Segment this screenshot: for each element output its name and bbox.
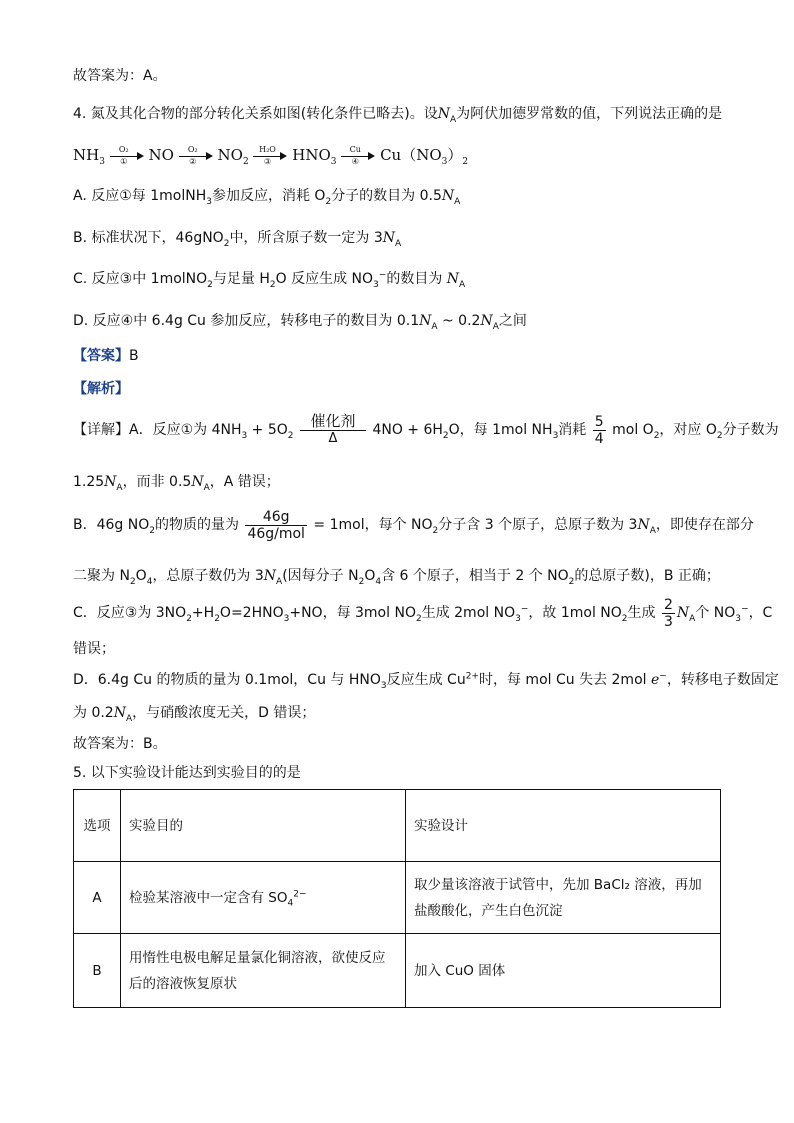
- fraction-2-3: $\frac{2}{3}$: [663, 596, 673, 630]
- q4-option-c: C. 反应③中 1molNO$_2$与足量 $H_2O$ 反应生成 $NO_3^-$的数目为 $N_A$: [73, 270, 466, 290]
- detail-d-line1: D．6.4g Cu 的物质的量为 0.1mol，Cu 与 $HNO_3$反应生成 $Cu^{2+}$时，每 mol Cu 失去 2mol e−，转移电子数固定: [73, 671, 779, 691]
- q5-stem: 5. 以下实验设计能达到实验目的的是: [73, 765, 301, 781]
- q4-option-a: A. 反应①每 1molNH$_3$参加反应，消耗 $O_2$分子的数目为 $0.5N_A$: [73, 188, 461, 207]
- header-option: 选项: [74, 790, 121, 862]
- answer-line: 【答案】B: [73, 348, 139, 364]
- arrow-1-icon: O₂ ①: [110, 146, 144, 166]
- reaction-scheme: $NH_3$ O₂ ① NO O₂ ② $NO_2$ H₂O ③ $HNO_3$ Cu ④ $Cu(NO_3)_2$: [73, 145, 469, 167]
- q4-option-d: D. 反应④中 6.4g Cu 参加反应，转移电子的数目为 $0.1N_A$ ~ $0.2N_A$之间: [73, 313, 527, 332]
- header-aim: 实验目的: [121, 790, 406, 862]
- q4-stem: 4. 氮及其化合物的部分转化关系如图(转化条件已略去)。设$N_A$为阿伏加德罗常数的值，下列说法正确的是: [73, 106, 723, 125]
- arrow-2-icon: O₂ ②: [179, 146, 213, 166]
- fraction-46g: $\frac{46g}{\text{46g/mol}}$: [247, 508, 305, 542]
- q4-option-b: B. 标准状况下，46gNO$_2$中，所含原子数一定为 $3N_A$: [73, 230, 402, 249]
- table-row: [74, 862, 721, 934]
- catalyst-condition: 催化剂 Δ: [300, 413, 366, 447]
- detail-c-line2: 错误；: [73, 641, 115, 657]
- arrow-4-icon: Cu ④: [341, 146, 375, 166]
- detail-d-line2: 为 $0.2N_A$，与硝酸浓度无关，D 错误；: [73, 705, 316, 724]
- row-design: 加入 CuO 固体: [406, 934, 721, 1008]
- row-option: A: [74, 862, 121, 934]
- final-answer-line: 故答案为：B。: [73, 736, 167, 752]
- detail-a-line2: $1.25N_A$，而非 $0.5N_A$，A 错误；: [73, 474, 280, 493]
- row-aim: 用惰性电极电解足量氯化铜溶液，欲使反应后的溶液恢复原状: [121, 934, 406, 1008]
- fraction-5-4: $\frac{5}{4}$: [594, 413, 604, 447]
- detail-c-line1: C．反应③为 $3NO_2+H_2O=2HNO_3+NO$，每 3mol $NO_2$生成 2mol $NO_3^-$，故 1mol $NO_2$生成 $\frac{2}{3}$ $N_A$个 $NO_3^-$，C: [73, 596, 773, 630]
- table-header-row: [74, 790, 721, 862]
- detail-b-line1: B．46g $NO_2$的物质的量为 $\frac{46g}{\text{46g/mol}}$ = 1mol，每个 $NO_2$分子含 3 个原子，总原子数为 $3N_A$，即使存在部分: [73, 508, 754, 542]
- experiment-table: [73, 789, 721, 1008]
- analysis-label: 【解析】: [73, 381, 129, 397]
- q3-answer-line: 故答案为：A。: [73, 68, 167, 84]
- table-row: [74, 934, 721, 1008]
- detail-a-line1: 【详解】A．反应①为 $4NH_3 + 5O_2$ 催化剂 Δ $4NO + 6H_2O$，每 1mol $NH_3$消耗 $\frac{5}{4}$ mol $O_2$，对应 $O_2$分子数为: [73, 412, 779, 447]
- row-aim: 检验某溶液中一定含有 $SO_4^{2-}$: [121, 862, 406, 934]
- header-design: 实验设计: [406, 790, 721, 862]
- row-option: B: [74, 934, 121, 1008]
- arrow-3-icon: H₂O ③: [253, 146, 287, 166]
- detail-b-line2: 二聚为 $N_2O_4$，总原子数仍为 $3N_A$(因每分子 $N_2O_4$含 6 个原子，相当于 2 个 $NO_2$的总原子数)，B 正确；: [73, 568, 720, 587]
- row-design: 取少量该溶液于试管中，先加 BaCl₂ 溶液，再加盐酸酸化，产生白色沉淀: [406, 862, 721, 934]
